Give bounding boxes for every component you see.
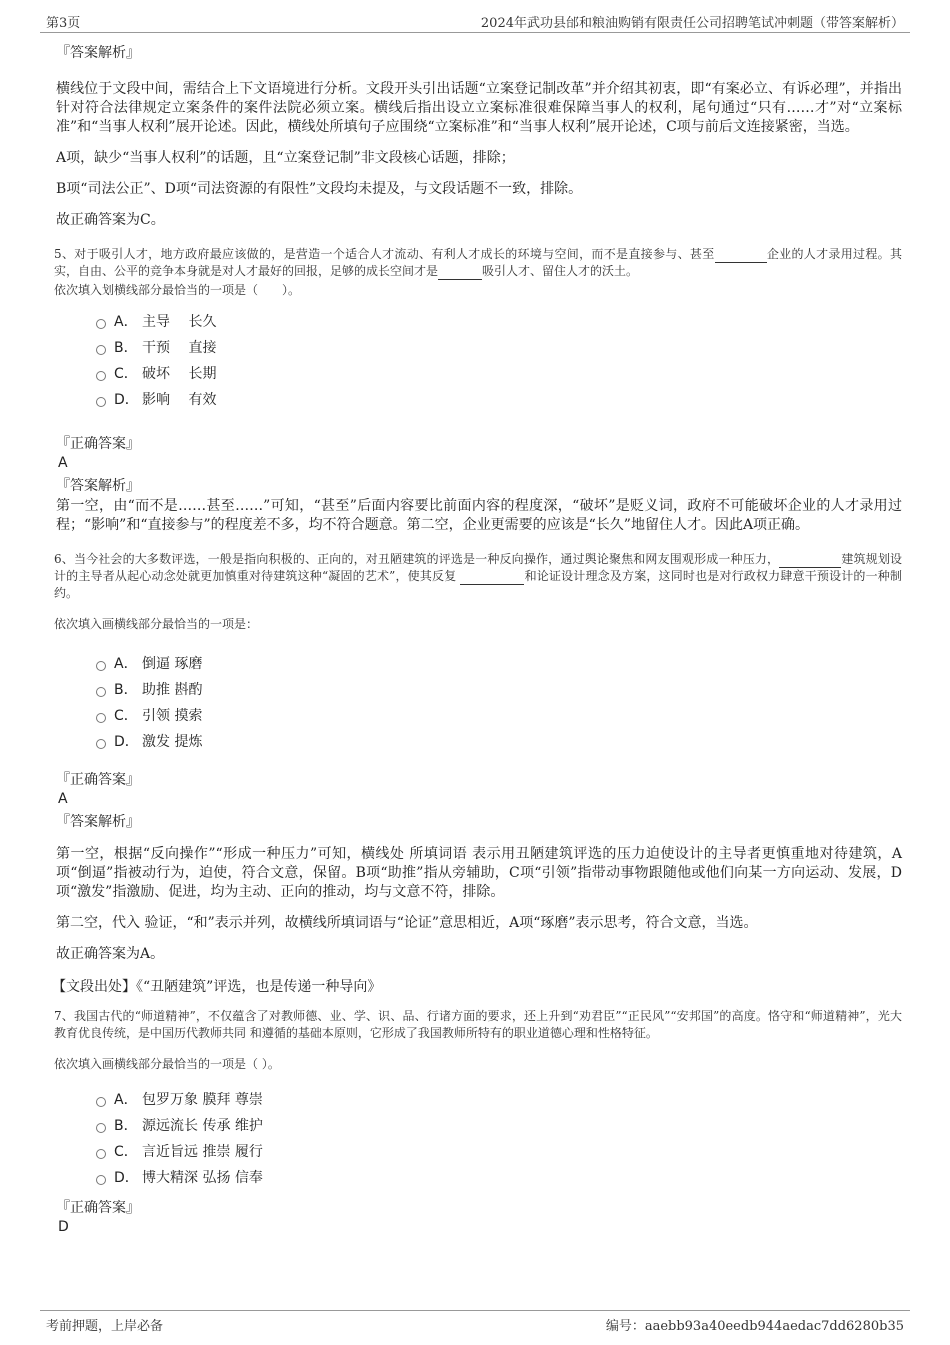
option-a[interactable]: A． 包罗万象 膜拜 尊崇 (96, 1087, 902, 1113)
correct-answer: A (58, 455, 68, 471)
answer-label: 『正确答案』 (56, 772, 140, 788)
analysis-conclusion: 故正确答案为C。 (56, 212, 165, 228)
radio-icon[interactable] (96, 1123, 106, 1133)
option-a[interactable]: A． 倒逼 琢磨 (96, 651, 902, 677)
option-d[interactable]: D． 影响 有效 (96, 387, 902, 413)
option-c[interactable]: C． 破坏 长期 (96, 361, 902, 387)
radio-icon[interactable] (96, 345, 106, 355)
page-number: 第3页 (46, 16, 81, 31)
option-d[interactable]: D． 激发 提炼 (96, 729, 902, 755)
document-title: 2024年武功县邰和粮油购销有限责任公司招聘笔试冲刺题（带答案解析） (480, 16, 904, 31)
radio-icon[interactable] (96, 713, 106, 723)
source-citation: 【文段出处】《“丑陋建筑”评选，也是传递一种导向》 (52, 979, 382, 995)
radio-icon[interactable] (96, 397, 106, 407)
radio-icon[interactable] (96, 371, 106, 381)
analysis-conclusion: 故正确答案为A。 (56, 946, 165, 962)
option-b[interactable]: B． 助推 斟酌 (96, 677, 902, 703)
option-c[interactable]: C． 引领 摸索 (96, 703, 902, 729)
fill-blank (460, 572, 524, 585)
analysis-paragraph: 横线位于文段中间，需结合上下文语境进行分析。文段开头引出话题“立案登记制改革”并介绍其初衷，即“有案必立、有诉必理”，并指出针对符合法律规定立案条件的案件法院必须立案。横线后指出设立立案标准很难保障当事人的权利，尾句通过“只有……才”对“立案标准”和“当事人权利”展开论述。因此，横线处所填句子应围绕“立案标准”和“当事人权利”展开论述，C项与前后文连接紧密，当选。 (56, 81, 902, 135)
footer-slogan: 考前押题，上岸必备 (46, 1319, 164, 1334)
page-footer (40, 1310, 910, 1335)
option-c[interactable]: C． 言近旨远 推崇 履行 (96, 1139, 902, 1165)
radio-icon[interactable] (96, 1097, 106, 1107)
radio-icon[interactable] (96, 319, 106, 329)
document-body (52, 42, 902, 1239)
analysis-label: 『答案解析』 (56, 814, 140, 830)
fill-blank (779, 555, 841, 568)
analysis-label: 『答案解析』 (56, 478, 140, 494)
page-header (40, 10, 910, 33)
question-stem: 6、当今社会的大多数评选，一般是指向积极的、正向的，对丑陋建筑的评选是一种反向操作，通过舆论聚焦和网友围观形成一种压力， 建筑规划设计的主导者从起心动念处就更加慎重对待建筑这种“凝固的艺术”，使其反复 和论证设计理念及方案，这同时也是对行政权力肆意干预设计的一种制约。 (54, 552, 902, 600)
option-d[interactable]: D． 博大精深 弘扬 信奉 (96, 1165, 902, 1191)
analysis-paragraph: 第二空，代入 验证，“和”表示并列，故横线所填词语与“论证”意思相近，A项“琢磨”表示思考，符合文意，当选。 (56, 915, 758, 931)
question-instruction: 依次填入划横线部分最恰当的一项是（ ）。 (54, 283, 301, 297)
correct-answer: D (58, 1219, 69, 1235)
correct-answer: A (58, 791, 68, 807)
fill-blank (438, 267, 482, 280)
analysis-label: 『答案解析』 (56, 45, 140, 61)
question-stem: 5、对于吸引人才，地方政府最应该做的，是营造一个适合人才流动、有利人才成长的环境与空间，而不是直接参与、甚至 企业的人才录用过程。其实，自由、公平的竞争本身就是对人才最好的回报，足够的成长空间才是 吸引人才、留住人才的沃土。 (54, 247, 902, 278)
option-a[interactable]: A． 主导 长久 (96, 309, 902, 335)
analysis-paragraph: 第一空，根据“反向操作”“形成一种压力”可知，横线处 所填词语 表示用丑陋建筑评选的压力迫使设计的主导者更慎重地对待建筑，A项“倒逼”指被动行为，迫使，符合文意，保留。B项“助推”指从旁辅助，C项“引领”指带动事物跟随他或他们向某一方向运动、发展，D项“激发”指激励、促进，均为主动、正向的推动，均与文意不符，排除。 (56, 846, 902, 900)
radio-icon[interactable] (96, 1175, 106, 1185)
option-list (96, 651, 902, 755)
radio-icon[interactable] (96, 661, 106, 671)
option-b[interactable]: B． 源远流长 传承 维护 (96, 1113, 902, 1139)
analysis-paragraph: B项“司法公正”、D项“司法资源的有限性”文段均未提及，与文段话题不一致，排除。 (56, 181, 583, 197)
option-list (96, 309, 902, 413)
question-instruction: 依次填入画横线部分最恰当的一项是： (54, 617, 259, 631)
answer-label: 『正确答案』 (56, 1200, 140, 1216)
document-id: 编号：aaebb93a40eedb944aedac7dd6280b35 (605, 1319, 904, 1334)
option-b[interactable]: B． 干预 直接 (96, 335, 902, 361)
radio-icon[interactable] (96, 739, 106, 749)
radio-icon[interactable] (96, 1149, 106, 1159)
answer-label: 『正确答案』 (56, 436, 140, 452)
question-stem: 7、我国古代的“师道精神”，不仅蕴含了对教师德、业、学、识、品、行诸方面的要求，还上升到“劝君臣”“正民风”“安邦国”的高度。恪守和“师道精神”，光大教育优良传统，是中国历代教师共同 和遵循的基础本原则，它形成了我国教师所特有的职业道德心理和性格特征。 (54, 1009, 902, 1040)
radio-icon[interactable] (96, 687, 106, 697)
analysis-paragraph: A项，缺少“当事人权利”的话题，且“立案登记制”非文段核心话题，排除； (56, 150, 515, 166)
analysis-paragraph: 第一空，由“而不是……甚至……”可知，“甚至”后面内容要比前面内容的程度深，“破坏”是贬义词，政府不可能破坏企业的人才录用过程；“影响”和“直接参与”的程度差不多，均不符合题意。第二空，企业更需要的应该是“长久”地留住人才。因此A项正确。 (56, 498, 902, 533)
question-instruction: 依次填入画横线部分最恰当的一项是（ ）。 (54, 1057, 280, 1071)
option-list (96, 1087, 902, 1191)
fill-blank (715, 250, 767, 263)
